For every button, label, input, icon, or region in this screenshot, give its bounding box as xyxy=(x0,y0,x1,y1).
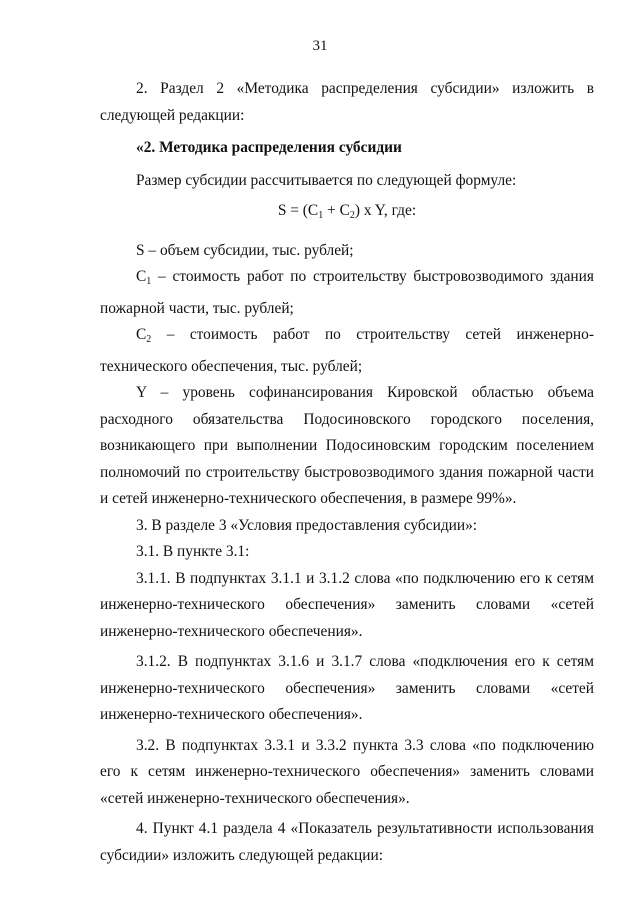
formula-intro: Размер субсидии рассчитывается по следующей формуле: xyxy=(136,171,517,189)
section-heading: «2. Методика распределения субсидии xyxy=(136,139,402,156)
formula-prefix: S = (C xyxy=(277,202,319,219)
document-body xyxy=(100,76,594,869)
paragraph-3-1-1: 3.1.1. В подпунктах 3.1.1 и 3.1.2 слова «по подключению его к сетям инженерно-технического обеспечения» заменить словами «сетей инженерно-технического обеспечения». xyxy=(100,569,594,640)
definition-c1 xyxy=(100,264,594,322)
paragraph-3-1: 3.1. В пункте 3.1: xyxy=(136,543,250,560)
paragraph-section-3: 3. В разделе 3 «Условия предоставления субсидии»: xyxy=(136,516,478,534)
definition-s: S – объем субсидии, тыс. рублей; xyxy=(136,241,354,259)
formula-sub-1: 1 xyxy=(318,210,324,221)
page-number: 31 xyxy=(312,38,328,54)
paragraph-3-1-2: 3.1.2. В подпунктах 3.1.6 и 3.1.7 слова «подключения его к сетям инженерно-технического обеспечения» заменить словами «сетей инженерно-технического обеспечения». xyxy=(100,653,594,723)
paragraph-3-2: 3.2. В подпунктах 3.3.1 и 3.3.2 пункта 3.3 слова «по подключению его к сетям инженерно-технического обеспечения» заменить словами «сетей инженерно-технического обеспечения». xyxy=(100,736,594,807)
formula-suffix: ) x Y, где: xyxy=(354,202,417,219)
paragraph-section-2-amendment: 2. Раздел 2 «Методика распределения субсидии» изложить в следующей редакции: xyxy=(100,80,594,124)
definition-c2-subscript: 2 xyxy=(146,334,152,345)
definition-c1-symbol: C xyxy=(136,268,147,285)
formula-sub-2: 2 xyxy=(349,210,355,221)
definition-c2-text: – стоимость работ по строительству сетей инженерно-технического обеспечения, тыс. рублей; xyxy=(100,326,594,375)
definition-c2 xyxy=(100,322,594,380)
definition-c1-subscript: 1 xyxy=(146,276,152,287)
formula-mid: + C xyxy=(323,202,350,219)
paragraph-section-4: 4. Пункт 4.1 раздела 4 «Показатель результативности использования субсидии» изложить следующей редакции: xyxy=(100,820,594,864)
definition-c1-text: – стоимость работ по строительству быстровозводимого здания пожарной части, тыс. рублей; xyxy=(100,268,594,317)
definition-y: Y – уровень софинансирования Кировской областью объема расходного обязательства Подосиновского городского поселения, возникающего при выполнении Подосиновским городским поселением полномочий по строительству быстровозводимого здания пожарной части и сетей инженерно-технического обеспечения, в размере 99%». xyxy=(100,384,594,507)
subsidy-formula xyxy=(100,198,594,230)
definition-c2-symbol: C xyxy=(136,326,147,343)
